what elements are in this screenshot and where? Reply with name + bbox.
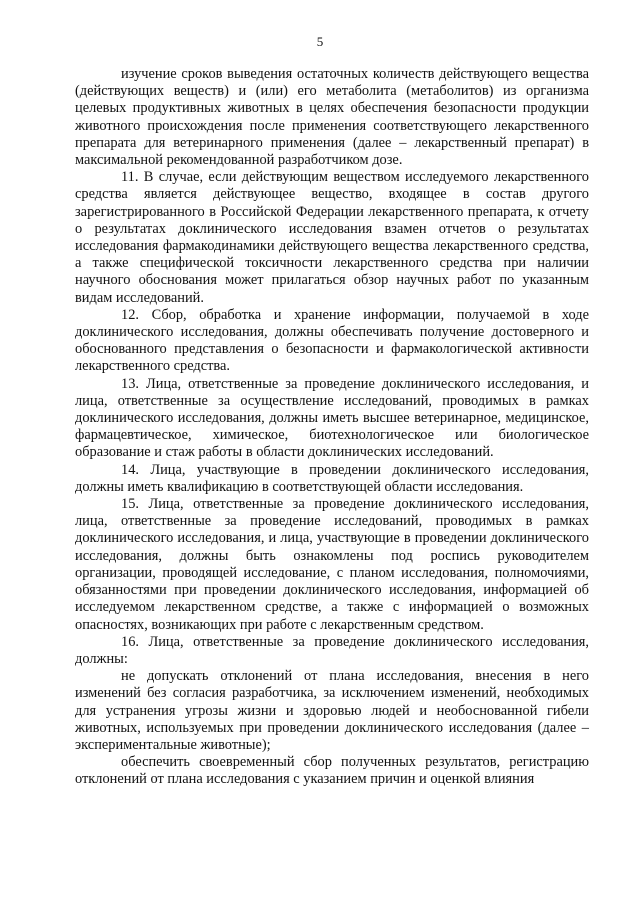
paragraph-15: 15. Лица, ответственные за проведение доклинического исследования, лица, ответственные за проведение исследований, проводимых в рамках доклинического исследования, и лица, участвующие в проведении доклинического исследования, должны быть ознакомлены под роспись руководителем организации, проводящей исследование, с планом исследования, полномочиями, обязанностями при проведении доклинического исследования, информацией об исследуемом лекарственном средстве, а также с информацией о возможных опасностях, возникающих при работе с лекарственным средством. (75, 496, 589, 633)
paragraph-16-item-1: не допускать отклонений от плана исследования, внесения в него изменений без согласия разработчика, за исключением изменений, необходимых для устранения угрозы жизни и здоровью людей и необоснованной гибели животных, используемых при проведении доклинического исследования (далее – экспериментальные животные); (75, 668, 589, 753)
page-number: 5 (316, 34, 324, 49)
paragraph-13: 13. Лица, ответственные за проведение доклинического исследования, и лица, ответственные за осуществление исследований, проводимых в рамках доклинического исследования, должны иметь высшее ветеринарное, медицинское, фармацевтическое, химическое, биотехнологическое или биологическое образование и стаж работы в области доклинических исследований. (75, 375, 589, 461)
paragraph-continuation: изучение сроков выведения остаточных количеств действующего вещества (действующих веществ) и (или) его метаболита (метаболитов) из организма целевых продуктивных животных в целях обеспечения безопасности продукции животного происхождения после применения соответствующего лекарственного препарата для ветеринарного применения (далее – лекарственный препарат) в максимальной рекомендованной разработчиком дозе. (75, 66, 589, 169)
paragraph-12: 12. Сбор, обработка и хранение информации, получаемой в ходе доклинического исследования, должны обеспечивать получение достоверного и обоснованного представления о безопасности и фармакологической активности лекарственного средства. (75, 306, 589, 375)
paragraph-11: 11. В случае, если действующим веществом исследуемого лекарственного средства является действующее вещество, входящее в состав другого зарегистрированного в Российской Федерации лекарственного препарата, к отчету о результатах доклинического исследования взамен отчетов о результатах исследования фармакодинамики действующего вещества лекарственного средства, а также специфической токсичности лекарственного средства при наличии научного обоснования может прилагаться обзор научных работ по указанным видам исследований. (75, 169, 589, 306)
document-body (75, 66, 589, 789)
paragraph-16-item-2: обеспечить своевременный сбор полученных результатов, регистрацию отклонений от плана исследования с указанием причин и оценкой влияния (75, 754, 589, 788)
paragraph-14: 14. Лица, участвующие в проведении доклинического исследования, должны иметь квалификацию в соответствующей области исследования. (75, 461, 589, 495)
paragraph-16: 16. Лица, ответственные за проведение доклинического исследования, должны: (75, 633, 589, 667)
